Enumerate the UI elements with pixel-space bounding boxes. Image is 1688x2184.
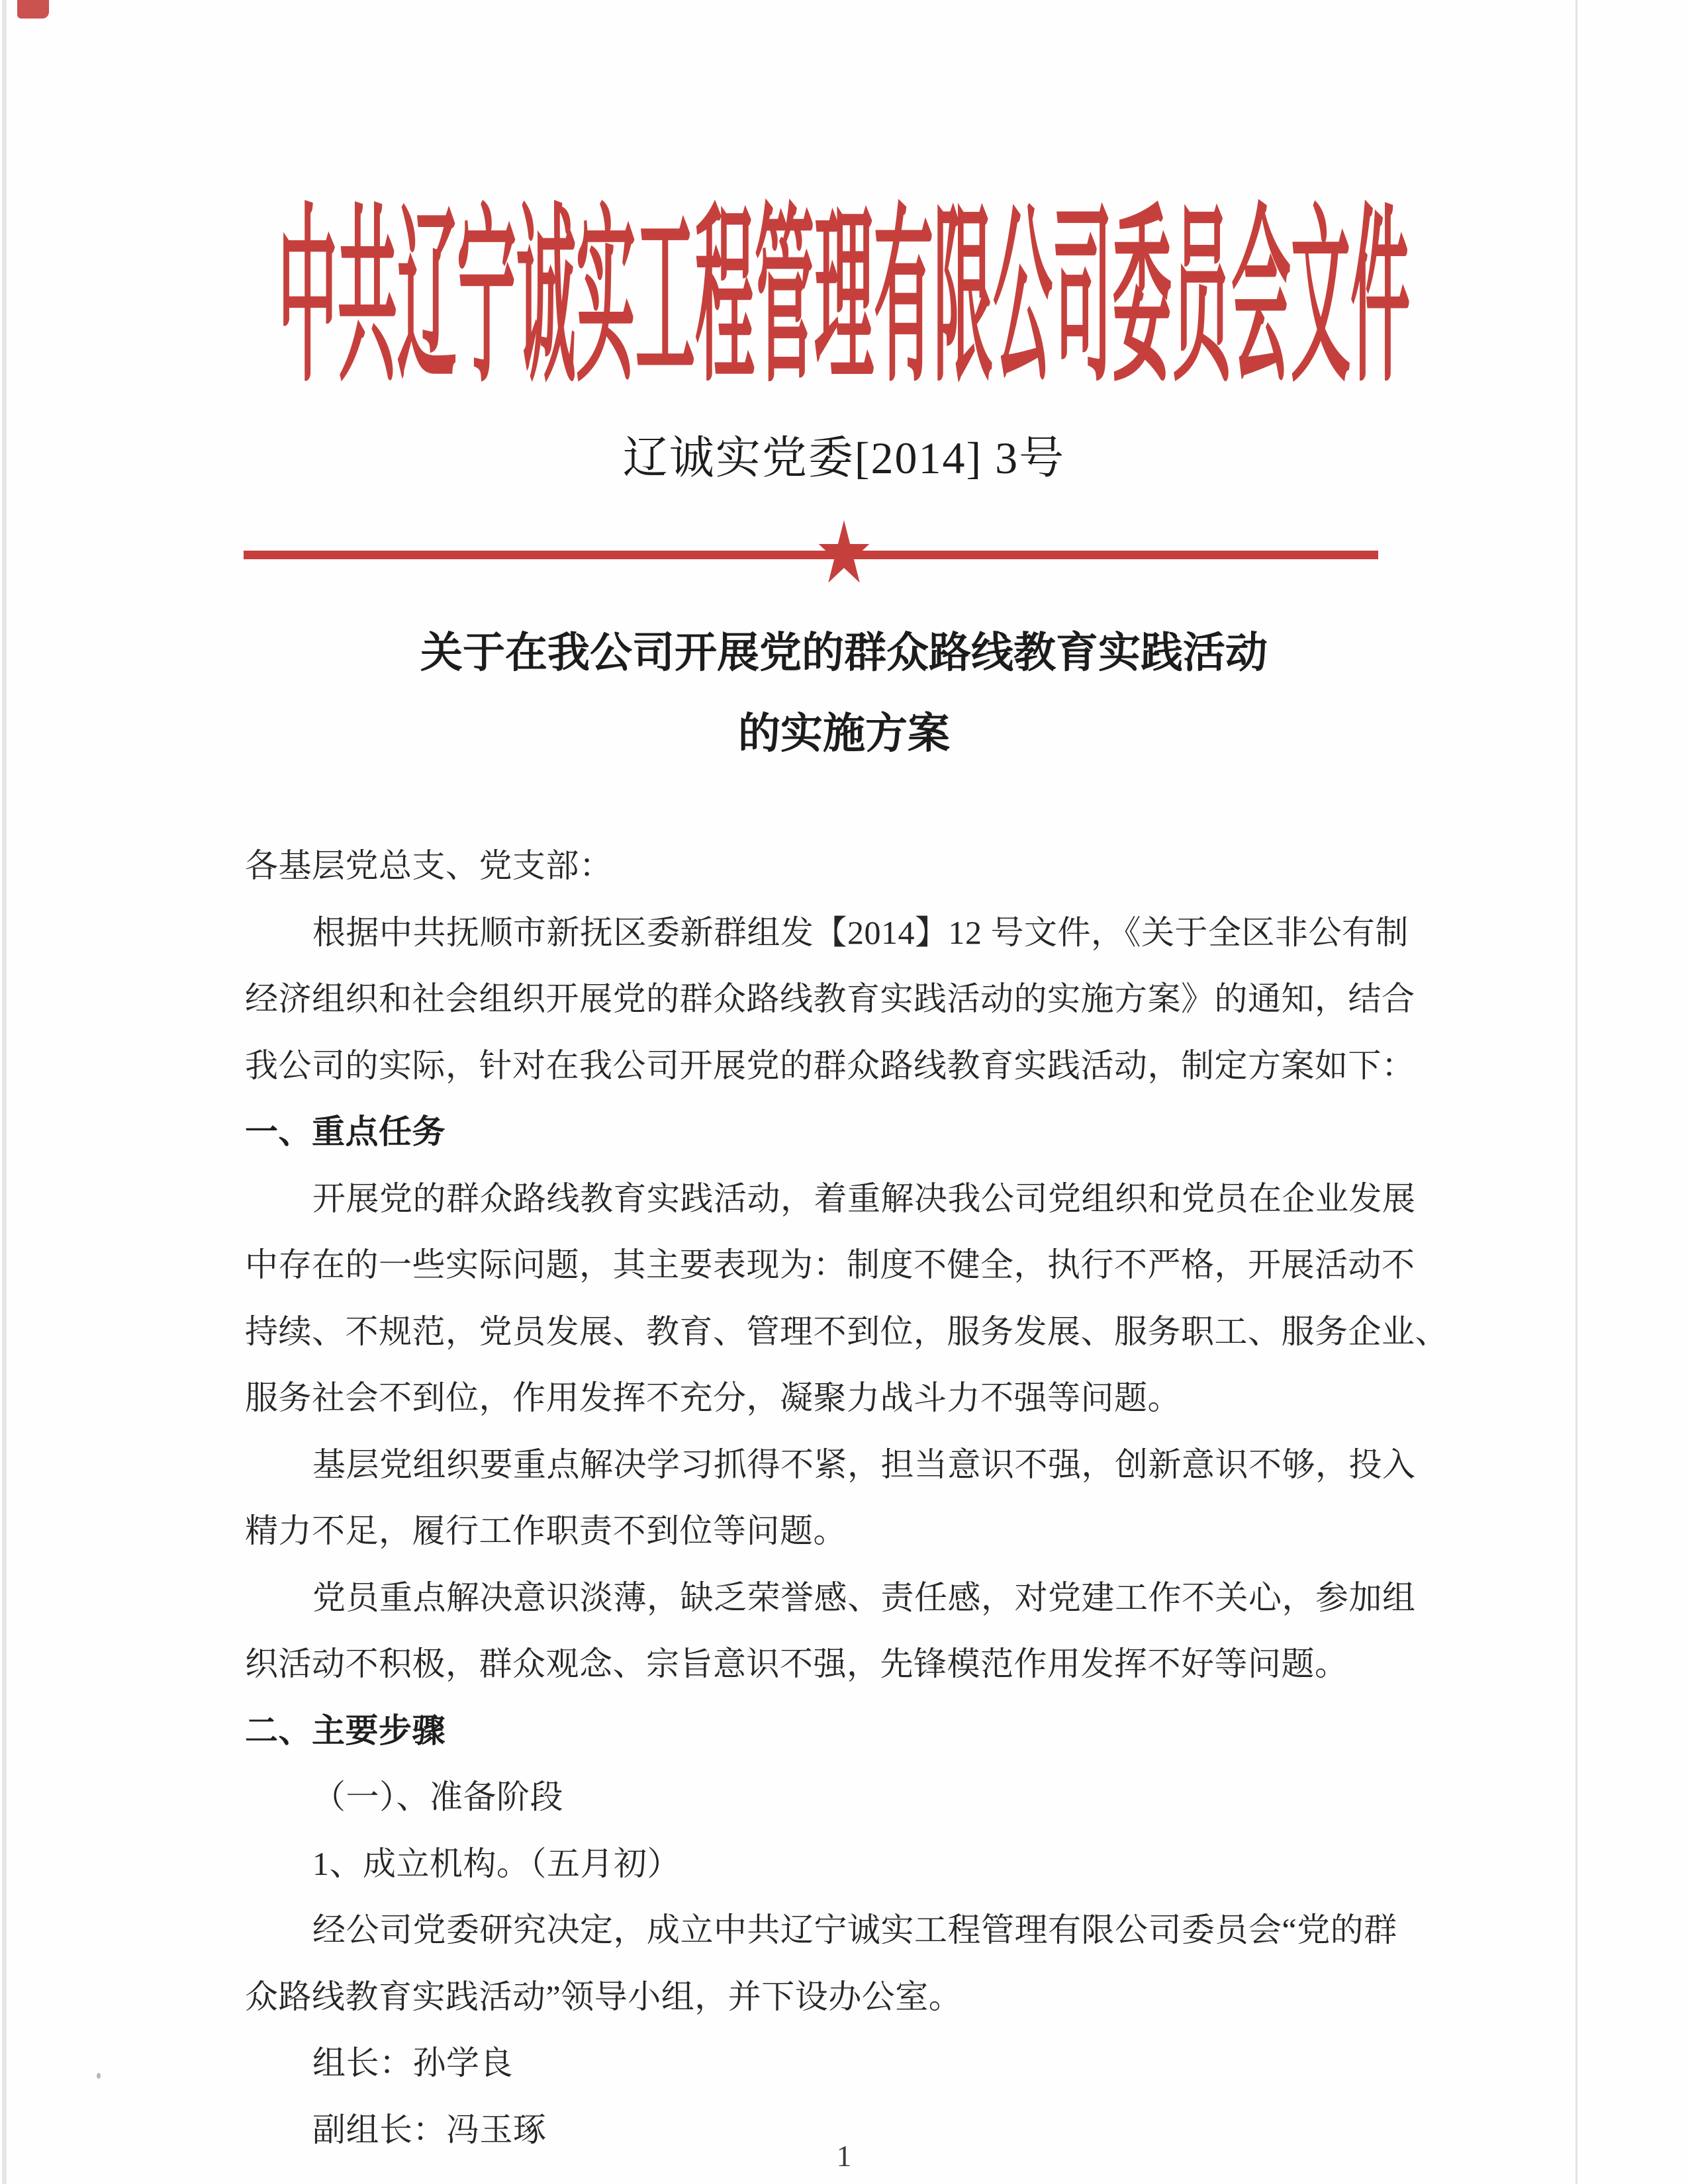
doc-title-line2: 的实施方案 bbox=[738, 710, 950, 757]
body-line: 持续、不规范，党员发展、教育、管理不到位，服务发展、服务职工、服务企业、 bbox=[245, 1312, 1448, 1350]
body-line-deputy: 副组长：冯玉琢 bbox=[312, 2111, 547, 2148]
doc-number: 辽诚实党委[2014] 3号 bbox=[622, 433, 1066, 483]
star-icon: ★ bbox=[814, 506, 874, 602]
body-line: 基层党组织要重点解决学习抓得不紧，担当意识不强，创新意识不够，投入 bbox=[312, 1445, 1416, 1483]
section-heading-2: 二、主要步骤 bbox=[245, 1711, 445, 1749]
section-heading-1: 一、重点任务 bbox=[245, 1113, 445, 1150]
body-line: 众路线教育实践活动”领导小组，并下设办公室。 bbox=[245, 1978, 962, 2015]
doc-title-line1: 关于在我公司开展党的群众路线教育实践活动 bbox=[420, 629, 1268, 676]
scan-speck bbox=[97, 2073, 101, 2079]
body-line: 1、成立机构。（五月初） bbox=[312, 1844, 680, 1882]
subsection-heading: （一）、准备阶段 bbox=[312, 1778, 563, 1815]
body-line: 开展党的群众路线教育实践活动，着重解决我公司党组织和党员在企业发展 bbox=[312, 1179, 1416, 1217]
page-number: 1 bbox=[836, 2139, 852, 2173]
body-line: 中存在的一些实际问题，其主要表现为：制度不健全，执行不严格，开展活动不 bbox=[245, 1246, 1415, 1283]
body-line: 经公司党委研究决定，成立中共辽宁诚实工程管理有限公司委员会“党的群 bbox=[312, 1911, 1397, 1948]
doc-title bbox=[0, 613, 1688, 774]
body-line: 织活动不积极，群众观念、宗旨意识不强，先锋模范作用发挥不好等问题。 bbox=[245, 1645, 1348, 1682]
body-line: 根据中共抚顺市新抚区委新群组发【2014】12 号文件，《关于全区非公有制 bbox=[312, 913, 1409, 951]
body-line: 经济组织和社会组织开展党的群众路线教育实践活动的实施方案》的通知，结合 bbox=[245, 980, 1415, 1017]
body-line-leader: 组长：孙学良 bbox=[312, 2044, 513, 2081]
body-line: 党员重点解决意识淡薄，缺乏荣誉感、责任感，对党建工作不关心，参加组 bbox=[312, 1578, 1416, 1616]
body-line: 服务社会不到位，作用发挥不充分，凝聚力战斗力不强等问题。 bbox=[245, 1379, 1181, 1416]
body-line: 精力不足，履行工作职责不到位等问题。 bbox=[245, 1512, 847, 1549]
body-line-salutation: 各基层党总支、党支部： bbox=[245, 847, 613, 884]
body-line: 我公司的实际，针对在我公司开展党的群众路线教育实践活动，制定方案如下： bbox=[245, 1046, 1415, 1084]
scan-red-corner-artifact bbox=[17, 0, 49, 19]
body-paragraphs bbox=[245, 833, 1448, 2163]
org-header-title: 中共辽宁诚实工程管理有限公司委员会文件 bbox=[278, 195, 1410, 406]
